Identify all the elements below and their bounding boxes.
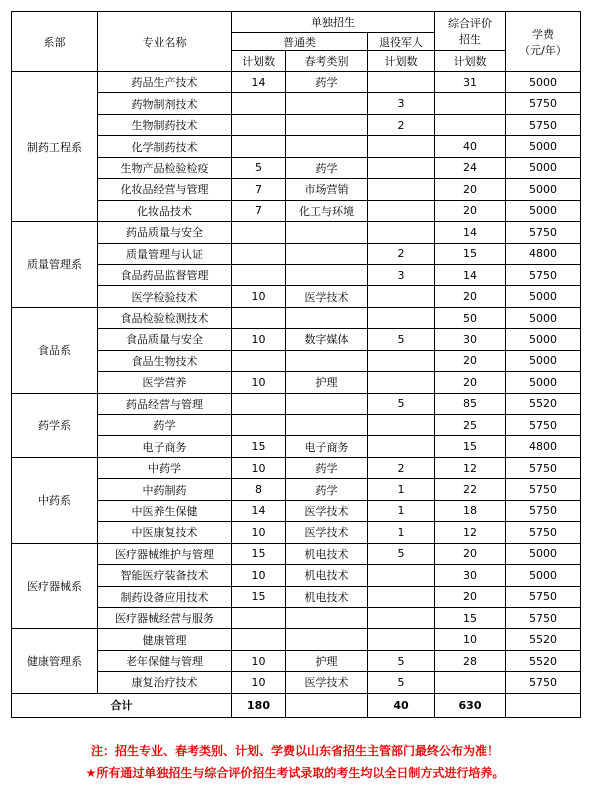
comprehensive-plan: 50 — [435, 307, 506, 328]
table-row — [12, 436, 581, 457]
table-row — [12, 72, 581, 93]
comprehensive-plan: 24 — [435, 157, 506, 178]
major-name: 智能医疗装备技术 — [98, 565, 232, 586]
table-row — [12, 114, 581, 135]
tuition-fee: 5000 — [506, 136, 581, 157]
major-name: 老年保健与管理 — [98, 650, 232, 671]
comprehensive-plan: 20 — [435, 543, 506, 564]
tuition-fee: 4800 — [506, 436, 581, 457]
major-name: 中药学 — [98, 457, 232, 478]
tuition-fee: 5750 — [506, 222, 581, 243]
tuition-fee: 5000 — [506, 372, 581, 393]
spring-category — [286, 136, 368, 157]
tuition-fee: 5000 — [506, 200, 581, 221]
comprehensive-plan: 25 — [435, 415, 506, 436]
spring-category — [286, 93, 368, 114]
plan-count: 15 — [232, 586, 286, 607]
tuition-fee: 5000 — [506, 179, 581, 200]
major-name: 制药设备应用技术 — [98, 586, 232, 607]
major-name: 食品药品监督管理 — [98, 264, 232, 285]
plan-count: 10 — [232, 650, 286, 671]
major-name: 食品生物技术 — [98, 350, 232, 371]
major-name: 化妆品经营与管理 — [98, 179, 232, 200]
tuition-fee: 5000 — [506, 286, 581, 307]
veteran-plan: 1 — [368, 479, 435, 500]
comprehensive-plan: 18 — [435, 500, 506, 521]
comprehensive-plan: 12 — [435, 522, 506, 543]
plan-count: 8 — [232, 479, 286, 500]
table-row — [12, 457, 581, 478]
dept-name: 中药系 — [12, 457, 98, 543]
plan-count — [232, 93, 286, 114]
spring-category — [286, 415, 368, 436]
total-spring — [286, 693, 368, 717]
major-name: 质量管理与认证 — [98, 243, 232, 264]
tuition-fee: 5000 — [506, 307, 581, 328]
major-name: 康复治疗技术 — [98, 672, 232, 693]
spring-category: 药学 — [286, 479, 368, 500]
header-spring-category: 春考类别 — [286, 51, 368, 72]
veteran-plan: 5 — [368, 329, 435, 350]
table-row — [12, 350, 581, 371]
plan-count: 15 — [232, 436, 286, 457]
veteran-plan — [368, 565, 435, 586]
comprehensive-plan: 20 — [435, 372, 506, 393]
header-single-enrollment: 单独招生 — [232, 12, 435, 33]
plan-count: 10 — [232, 372, 286, 393]
total-label: 合计 — [12, 693, 232, 717]
major-name: 生物制药技术 — [98, 114, 232, 135]
table-body — [12, 72, 581, 694]
tuition-fee: 5520 — [506, 629, 581, 650]
spring-category — [286, 222, 368, 243]
header-fee: 学费 （元/年） — [506, 12, 581, 72]
tuition-fee: 5750 — [506, 586, 581, 607]
major-name: 中医养生保健 — [98, 500, 232, 521]
spring-category — [286, 114, 368, 135]
total-fee — [506, 693, 581, 717]
spring-category: 市场营销 — [286, 179, 368, 200]
tuition-fee: 4800 — [506, 243, 581, 264]
veteran-plan: 2 — [368, 243, 435, 264]
plan-count: 10 — [232, 457, 286, 478]
comprehensive-plan — [435, 93, 506, 114]
comprehensive-plan: 15 — [435, 243, 506, 264]
tuition-fee: 5000 — [506, 329, 581, 350]
spring-category: 药学 — [286, 72, 368, 93]
table-row — [12, 607, 581, 628]
plan-count — [232, 415, 286, 436]
header-dept: 系部 — [12, 12, 98, 72]
header-comprehensive-plan: 计划数 — [435, 51, 506, 72]
dept-name: 医疗器械系 — [12, 543, 98, 629]
tuition-fee: 5750 — [506, 415, 581, 436]
comprehensive-plan: 20 — [435, 179, 506, 200]
tuition-fee: 5750 — [506, 672, 581, 693]
spring-category: 电子商务 — [286, 436, 368, 457]
veteran-plan — [368, 436, 435, 457]
comprehensive-plan: 31 — [435, 72, 506, 93]
major-name: 健康管理 — [98, 629, 232, 650]
dept-name: 食品系 — [12, 307, 98, 393]
header-major: 专业名称 — [98, 12, 232, 72]
table-row — [12, 157, 581, 178]
table-row — [12, 522, 581, 543]
spring-category — [286, 307, 368, 328]
veteran-plan: 3 — [368, 264, 435, 285]
table-row — [12, 200, 581, 221]
table-row — [12, 672, 581, 693]
spring-category: 医学技术 — [286, 522, 368, 543]
plan-count: 14 — [232, 72, 286, 93]
comprehensive-plan: 40 — [435, 136, 506, 157]
veteran-plan — [368, 350, 435, 371]
spring-category: 机电技术 — [286, 586, 368, 607]
plan-count: 14 — [232, 500, 286, 521]
veteran-plan: 5 — [368, 393, 435, 414]
plan-count — [232, 136, 286, 157]
dept-name: 药学系 — [12, 393, 98, 457]
plan-count: 10 — [232, 565, 286, 586]
tuition-fee: 5750 — [506, 457, 581, 478]
major-name: 药品质量与安全 — [98, 222, 232, 243]
veteran-plan — [368, 586, 435, 607]
table-row — [12, 650, 581, 671]
comprehensive-plan: 20 — [435, 350, 506, 371]
spring-category: 医学技术 — [286, 500, 368, 521]
comprehensive-plan — [435, 114, 506, 135]
header-veteran-plan: 计划数 — [368, 51, 435, 72]
total-comprehensive: 630 — [435, 693, 506, 717]
table-row — [12, 586, 581, 607]
comprehensive-plan: 85 — [435, 393, 506, 414]
spring-category: 药学 — [286, 457, 368, 478]
veteran-plan — [368, 607, 435, 628]
table-row — [12, 543, 581, 564]
veteran-plan — [368, 286, 435, 307]
table-row — [12, 372, 581, 393]
note-line-2: ★所有通过单独招生与综合评价招生考试录取的考生均以全日制方式进行培养。 — [85, 766, 505, 780]
plan-count: 5 — [232, 157, 286, 178]
table-row — [12, 393, 581, 414]
plan-count — [232, 607, 286, 628]
comprehensive-plan: 28 — [435, 650, 506, 671]
tuition-fee: 5000 — [506, 565, 581, 586]
table-row — [12, 307, 581, 328]
major-name: 药品经营与管理 — [98, 393, 232, 414]
spring-category: 数字媒体 — [286, 329, 368, 350]
plan-count — [232, 629, 286, 650]
table-row — [12, 264, 581, 285]
header-plan-count: 计划数 — [232, 51, 286, 72]
spring-category: 医学技术 — [286, 672, 368, 693]
major-name: 药学 — [98, 415, 232, 436]
plan-count — [232, 114, 286, 135]
major-name: 中医康复技术 — [98, 522, 232, 543]
major-name: 化妆品技术 — [98, 200, 232, 221]
comprehensive-plan — [435, 672, 506, 693]
major-name: 电子商务 — [98, 436, 232, 457]
table-row — [12, 565, 581, 586]
comprehensive-plan: 14 — [435, 264, 506, 285]
veteran-plan — [368, 200, 435, 221]
tuition-fee: 5000 — [506, 157, 581, 178]
comprehensive-plan: 20 — [435, 586, 506, 607]
veteran-plan: 2 — [368, 457, 435, 478]
spring-category: 化工与环境 — [286, 200, 368, 221]
spring-category — [286, 264, 368, 285]
comprehensive-plan: 20 — [435, 286, 506, 307]
plan-count: 10 — [232, 329, 286, 350]
total-row — [12, 693, 581, 717]
spring-category: 护理 — [286, 650, 368, 671]
dept-name: 质量管理系 — [12, 222, 98, 308]
plan-count — [232, 350, 286, 371]
plan-count: 15 — [232, 543, 286, 564]
tuition-fee: 5000 — [506, 350, 581, 371]
major-name: 食品检验检测技术 — [98, 307, 232, 328]
header-veteran: 退役军人 — [368, 33, 435, 51]
major-name: 医疗器械维护与管理 — [98, 543, 232, 564]
total-plan: 180 — [232, 693, 286, 717]
tuition-fee: 5750 — [506, 500, 581, 521]
table-row — [12, 329, 581, 350]
major-name: 药物制剂技术 — [98, 93, 232, 114]
major-name: 化学制药技术 — [98, 136, 232, 157]
table-row — [12, 222, 581, 243]
major-name: 药品生产技术 — [98, 72, 232, 93]
veteran-plan: 5 — [368, 650, 435, 671]
tuition-fee: 5750 — [506, 264, 581, 285]
note-line-1: 注：招生专业、春考类别、计划、学费以山东省招生主管部门最终公布为准！ — [90, 744, 499, 758]
tuition-fee: 5750 — [506, 522, 581, 543]
table-row — [12, 286, 581, 307]
plan-count — [232, 307, 286, 328]
major-name: 中药制药 — [98, 479, 232, 500]
veteran-plan — [368, 136, 435, 157]
major-name: 医学营养 — [98, 372, 232, 393]
total-veteran: 40 — [368, 693, 435, 717]
plan-count — [232, 222, 286, 243]
plan-count: 10 — [232, 286, 286, 307]
plan-count: 10 — [232, 522, 286, 543]
tuition-fee: 5000 — [506, 72, 581, 93]
comprehensive-plan: 12 — [435, 457, 506, 478]
tuition-fee: 5750 — [506, 93, 581, 114]
veteran-plan: 2 — [368, 114, 435, 135]
plan-count — [232, 264, 286, 285]
spring-category — [286, 393, 368, 414]
veteran-plan — [368, 72, 435, 93]
veteran-plan — [368, 157, 435, 178]
major-name: 食品质量与安全 — [98, 329, 232, 350]
spring-category: 机电技术 — [286, 565, 368, 586]
spring-category — [286, 629, 368, 650]
spring-category — [286, 243, 368, 264]
comprehensive-plan: 10 — [435, 629, 506, 650]
veteran-plan: 3 — [368, 93, 435, 114]
table-row — [12, 629, 581, 650]
spring-category: 护理 — [286, 372, 368, 393]
veteran-plan — [368, 372, 435, 393]
header-comprehensive: 综合评价 招生 — [435, 12, 506, 51]
tuition-fee: 5750 — [506, 479, 581, 500]
major-name: 医学检验技术 — [98, 286, 232, 307]
veteran-plan: 5 — [368, 543, 435, 564]
veteran-plan — [368, 222, 435, 243]
comprehensive-plan: 22 — [435, 479, 506, 500]
plan-count: 7 — [232, 179, 286, 200]
veteran-plan — [368, 415, 435, 436]
dept-name: 制药工程系 — [12, 72, 98, 222]
tuition-fee: 5750 — [506, 607, 581, 628]
tuition-fee: 5750 — [506, 114, 581, 135]
veteran-plan: 5 — [368, 672, 435, 693]
table-row — [12, 415, 581, 436]
spring-category: 机电技术 — [286, 543, 368, 564]
veteran-plan: 1 — [368, 522, 435, 543]
veteran-plan — [368, 307, 435, 328]
table-row — [12, 243, 581, 264]
comprehensive-plan: 14 — [435, 222, 506, 243]
comprehensive-plan: 30 — [435, 329, 506, 350]
comprehensive-plan: 15 — [435, 436, 506, 457]
major-name: 生物产品检验检疫 — [98, 157, 232, 178]
spring-category: 药学 — [286, 157, 368, 178]
plan-count: 10 — [232, 672, 286, 693]
table-row — [12, 479, 581, 500]
spring-category: 医学技术 — [286, 286, 368, 307]
plan-count: 7 — [232, 200, 286, 221]
table-row — [12, 136, 581, 157]
veteran-plan — [368, 629, 435, 650]
table-row — [12, 500, 581, 521]
comprehensive-plan: 30 — [435, 565, 506, 586]
major-name: 医疗器械经营与服务 — [98, 607, 232, 628]
spring-category — [286, 607, 368, 628]
enrollment-plan-table — [11, 11, 581, 718]
comprehensive-plan: 20 — [435, 200, 506, 221]
spring-category — [286, 350, 368, 371]
dept-name: 健康管理系 — [12, 629, 98, 693]
plan-count — [232, 393, 286, 414]
comprehensive-plan: 15 — [435, 607, 506, 628]
table-row — [12, 93, 581, 114]
tuition-fee: 5520 — [506, 650, 581, 671]
veteran-plan — [368, 179, 435, 200]
tuition-fee: 5520 — [506, 393, 581, 414]
plan-count — [232, 243, 286, 264]
tuition-fee: 5000 — [506, 543, 581, 564]
header-regular: 普通类 — [232, 33, 368, 51]
table-row — [12, 179, 581, 200]
veteran-plan: 1 — [368, 500, 435, 521]
